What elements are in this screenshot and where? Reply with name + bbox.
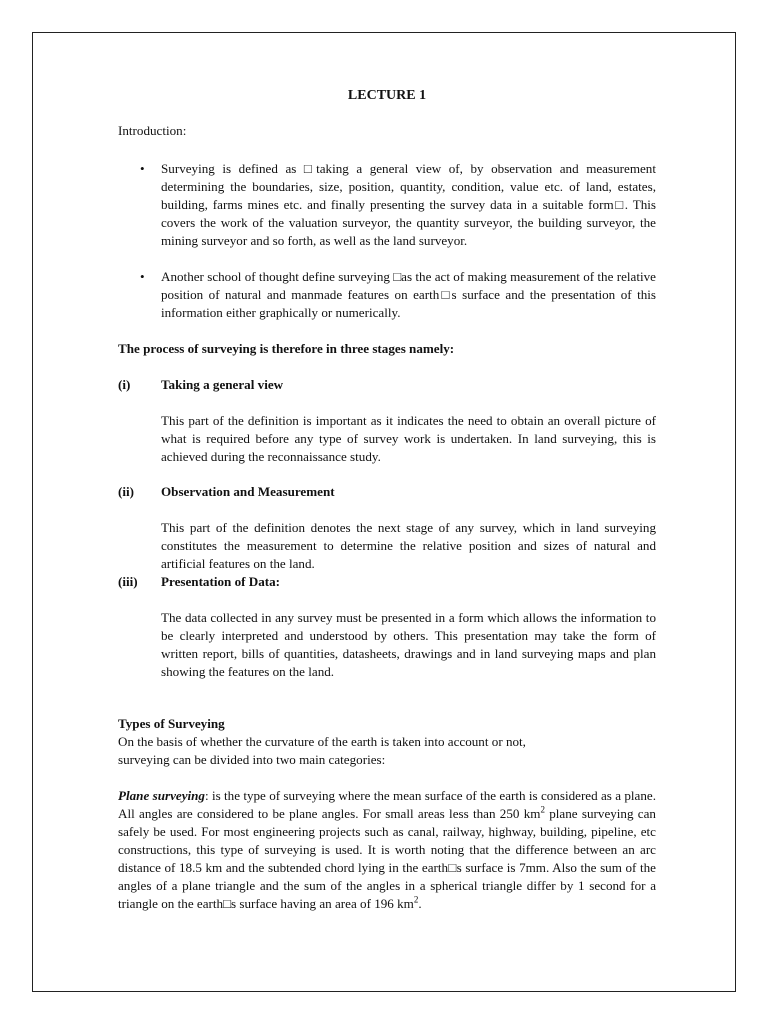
superscript-squared: 2 [413, 894, 419, 905]
stage-title: Presentation of Data: [161, 574, 281, 589]
document-content [118, 87, 656, 913]
definition-item-2: • Another school of thought define surveying □as the act of making measurement of the relative position of natural and manmade features on earth□s surface and the presentation of this information either graphically or numerically. [118, 268, 656, 322]
plane-text-part-3: . [418, 896, 422, 911]
plane-text-part-2: plane surveying can safely be used. For most engineering projects such as canal, railway, highway, building, pipeline, etc constructions, this type of surveying is used. It is worth noting that the difference between an arc distance of 18.5 km and the subtended chord lying in the earth□s surface is 7mm. Also the sum of the angles of a plane triangle and the sum of the angles in a spherical triangle differ by 1 second for a triangle on the earth□s surface having an area of 196 km [118, 806, 656, 911]
stage-title: Observation and Measurement [161, 484, 335, 499]
plane-surveying-term: Plane surveying [118, 788, 205, 803]
types-line-1: On the basis of whether the curvature of the earth is taken into account or not, [118, 734, 526, 749]
definition-item-1: • Surveying is defined as □taking a general view of, by observation and measurement determining the boundaries, size, position, quantity, condition, value etc. of land, estates, building, farms mines etc. and finally presenting the survey data in a suitable form□. This covers the work of the valuation surveyor, the quantity surveyor, the building surveyor, the mining surveyor and so forth, as well as the land surveyor. [118, 160, 656, 250]
plane-text-part-1: : is the type of surveying where the mean surface of the earth is considered as a plane. All angles are considered to be plane angles. For small areas less than 250 km [118, 788, 656, 821]
stage-number: (i) [118, 377, 131, 392]
process-heading: The process of surveying is therefore in three stages namely: [118, 341, 455, 356]
stage-number: (ii) [118, 484, 134, 499]
stage-body-2: This part of the definition denotes the next stage of any survey, which in land surveying constitutes the measurement to determine the relative position and sizes of natural and artificial features on the land. [161, 520, 656, 571]
intro-label: Introduction: [118, 123, 187, 138]
stage-body-1: This part of the definition is important as it indicates the need to obtain an overall picture of what is required before any type of survey work is undertaken. In land surveying, this is achieved during the reconnaissance study. [161, 413, 656, 464]
page-title: LECTURE 1 [347, 88, 427, 103]
types-heading: Types of Surveying [118, 716, 225, 731]
stage-heading-1 [118, 376, 656, 394]
stage-title: Taking a general view [161, 377, 284, 392]
types-line-2: surveying can be divided into two main categories: [118, 752, 386, 767]
definition-list [118, 160, 656, 322]
stage-body-3: The data collected in any survey must be presented in a form which allows the information to be clearly interpreted and understood by others. This presentation may take the form of written report, bills of quantities, datasheets, drawings and in land surveying maps and plan showing the features on the land. [161, 610, 656, 679]
plane-surveying-paragraph [118, 787, 656, 913]
superscript-squared: 2 [540, 804, 545, 815]
stage-heading-2 [118, 483, 656, 501]
stage-number: (iii) [118, 574, 138, 589]
stage-heading-3 [118, 573, 656, 591]
document-page [32, 32, 736, 992]
